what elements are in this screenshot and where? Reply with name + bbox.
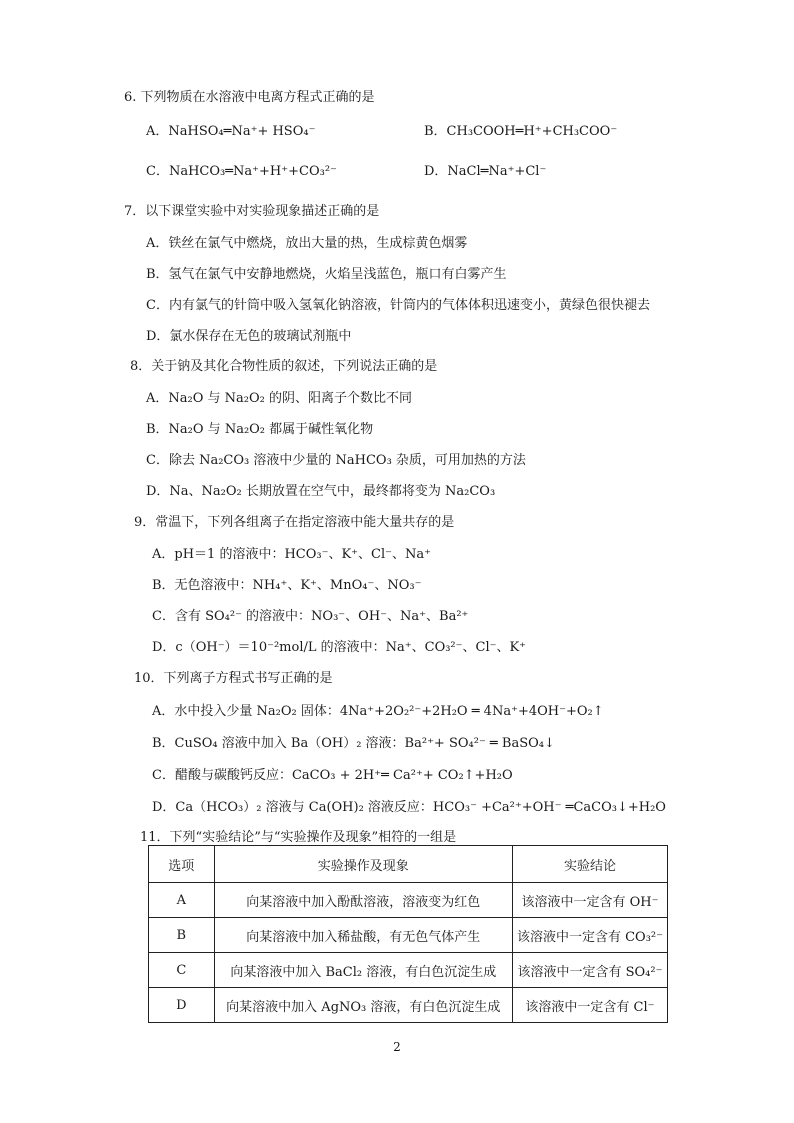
question-10-option-c: C．醋酸与碳酸钙反应：CaCO₃ + 2H⁺═ Ca²⁺+ CO₂↑+H₂O — [152, 768, 513, 783]
question-10-option-d: D．Ca（HCO₃）₂ 溶液与 Ca(OH)₂ 溶液反应：HCO₃⁻ +Ca²⁺+OH⁻ ═CaCO₃↓+H₂O — [152, 800, 666, 815]
table-header-row — [149, 846, 668, 883]
row-b-operation: 向某溶液中加入稀盐酸，有无色气体产生 — [214, 918, 512, 953]
question-9-option-c: C．含有 SO₄²⁻ 的溶液中：NO₃⁻、OH⁻、Na⁺、Ba²⁺ — [152, 609, 469, 624]
question-7-option-c: C．内有氯气的针筒中吸入氢氧化钠溶液，针筒内的气体体积迅速变小，黄绿色很快褪去 — [146, 298, 650, 313]
row-d-option: D — [149, 988, 215, 1023]
row-a-operation: 向某溶液中加入酚酞溶液，溶液变为红色 — [214, 883, 512, 918]
question-8-stem: 8．关于钠及其化合物性质的叙述，下列说法正确的是 — [130, 359, 438, 374]
table-row — [149, 918, 668, 953]
row-c-option: C — [149, 953, 215, 988]
row-a-conclusion: 该溶液中一定含有 OH⁻ — [512, 883, 667, 918]
header-operation: 实验操作及现象 — [214, 846, 512, 883]
row-b-option: B — [149, 918, 215, 953]
header-conclusion: 实验结论 — [512, 846, 667, 883]
question-8-option-b: B．Na₂O 与 Na₂O₂ 都属于碱性氧化物 — [146, 422, 374, 437]
page-number: 2 — [393, 1040, 401, 1054]
question-8-option-c: C．除去 Na₂CO₃ 溶液中少量的 NaHCO₃ 杂质，可用加热的方法 — [146, 453, 526, 468]
question-6-option-c: C．NaHCO₃═Na⁺+H⁺+CO₃²⁻ — [146, 164, 337, 179]
question-11-stem: 11．下列“实验结论”与“实验操作及现象”相符的一组是 — [140, 830, 457, 845]
row-a-option: A — [149, 883, 215, 918]
question-6-stem: 6. 下列物质在水溶液中电离方程式正确的是 — [124, 90, 375, 105]
question-8-option-d: D．Na、Na₂O₂ 长期放置在空气中，最终都将变为 Na₂CO₃ — [146, 484, 496, 499]
question-10-option-a: A．水中投入少量 Na₂O₂ 固体：4Na⁺+2O₂²⁻+2H₂O ═ 4Na⁺+4OH⁻+O₂↑ — [152, 704, 604, 719]
question-7-option-d: D．氯水保存在无色的玻璃试剂瓶中 — [146, 329, 352, 344]
question-7-option-a: A．铁丝在氯气中燃烧，放出大量的热，生成棕黄色烟雾 — [146, 236, 468, 251]
row-c-conclusion: 该溶液中一定含有 SO₄²⁻ — [512, 953, 667, 988]
question-6-option-d: D．NaCl═Na⁺+Cl⁻ — [424, 164, 547, 179]
row-d-operation: 向某溶液中加入 AgNO₃ 溶液，有白色沉淀生成 — [214, 988, 512, 1023]
header-option: 选项 — [149, 846, 215, 883]
question-10-stem: 10．下列离子方程式书写正确的是 — [134, 671, 333, 686]
row-d-conclusion: 该溶液中一定含有 Cl⁻ — [512, 988, 667, 1023]
question-10-option-b: B．CuSO₄ 溶液中加入 Ba（OH）₂ 溶液：Ba²⁺+ SO₄²⁻ ═ BaSO₄↓ — [152, 736, 555, 751]
table-row — [149, 988, 668, 1023]
experiment-table — [148, 845, 668, 1023]
question-7-option-b: B．氢气在氯气中安静地燃烧，火焰呈浅蓝色，瓶口有白雾产生 — [146, 267, 507, 282]
question-6-option-b: B．CH₃COOH═H⁺+CH₃COO⁻ — [424, 124, 618, 139]
question-9-option-d: D．c（OH⁻）＝10⁻²mol/L 的溶液中：Na⁺、CO₃²⁻、Cl⁻、K⁺ — [152, 640, 527, 655]
table-row — [149, 883, 668, 918]
question-6-option-a: A．NaHSO₄═Na⁺+ HSO₄⁻ — [146, 124, 316, 139]
question-9-option-a: A．pH＝1 的溶液中：HCO₃⁻、K⁺、Cl⁻、Na⁺ — [152, 547, 431, 562]
table-row — [149, 953, 668, 988]
question-9-stem: 9．常温下，下列各组离子在指定溶液中能大量共存的是 — [134, 515, 455, 530]
question-8-option-a: A．Na₂O 与 Na₂O₂ 的阴、阳离子个数比不同 — [146, 391, 412, 406]
row-c-operation: 向某溶液中加入 BaCl₂ 溶液，有白色沉淀生成 — [214, 953, 512, 988]
question-9-option-b: B．无色溶液中：NH₄⁺、K⁺、MnO₄⁻、NO₃⁻ — [152, 578, 422, 593]
row-b-conclusion: 该溶液中一定含有 CO₃²⁻ — [512, 918, 667, 953]
question-7-stem: 7．以下课堂实验中对实验现象描述正确的是 — [124, 204, 380, 219]
